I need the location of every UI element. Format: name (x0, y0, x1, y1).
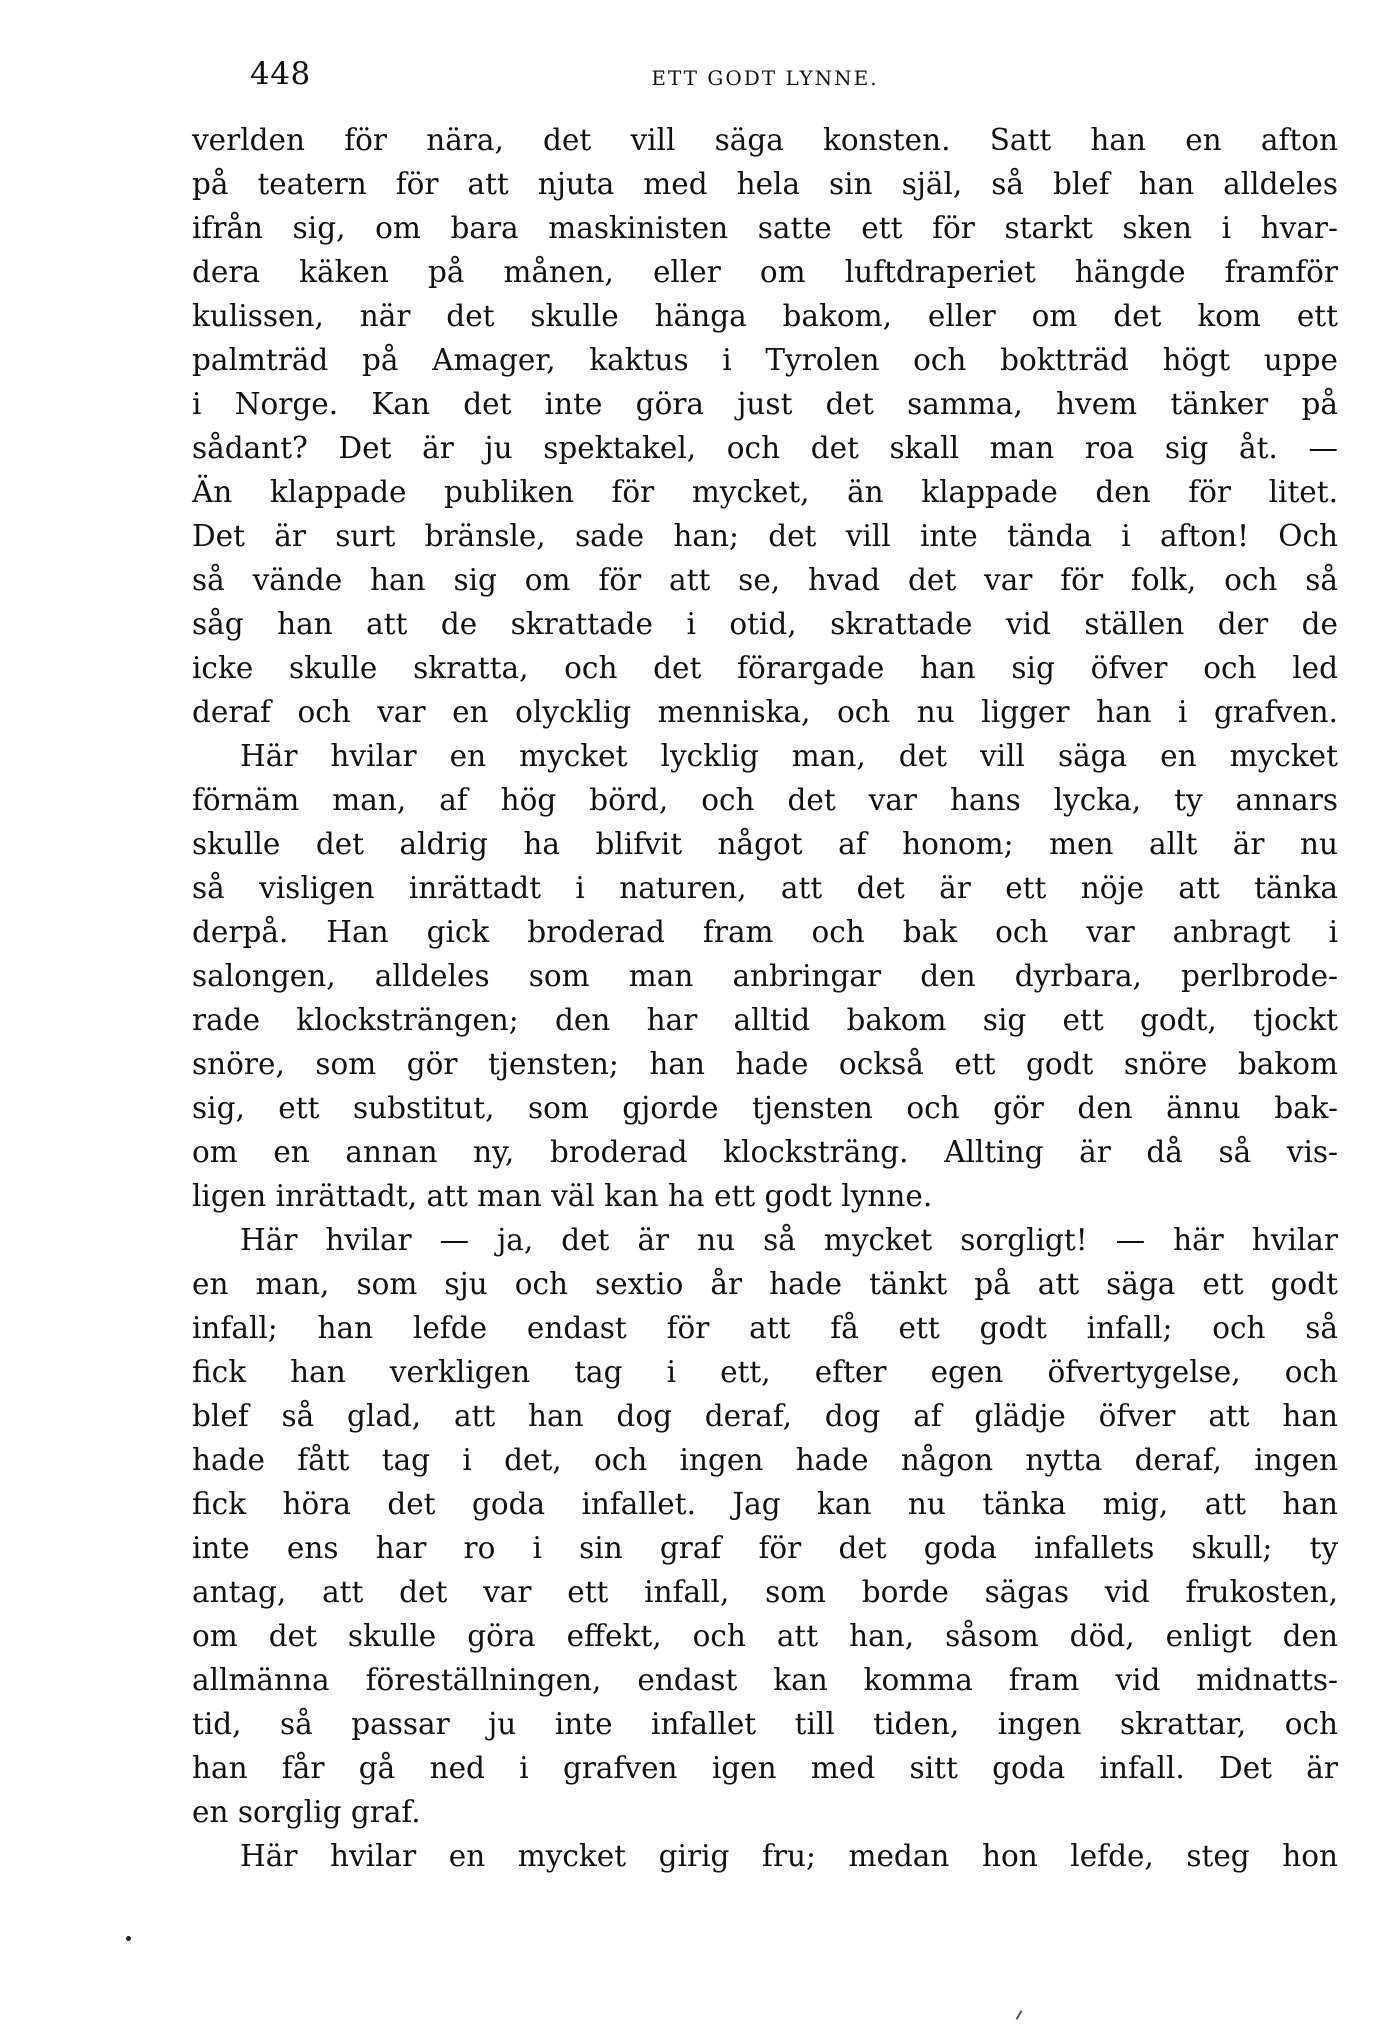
text-line: inte ens har ro i sin graf för det goda infallets skull; ty (192, 1531, 1338, 1565)
body-text (192, 118, 1338, 1878)
text-line: palmträd på Amager, kaktus i Tyrolen och boktträd högt uppe (192, 343, 1338, 377)
text-line: derpå. Han gick broderad fram och bak och var anbragt i (192, 915, 1338, 949)
text-line: förnäm man, af hög börd, och det var hans lycka, ty annars (192, 783, 1338, 817)
text-line: han får gå ned i grafven igen med sitt goda infall. Det är (192, 1751, 1338, 1785)
text-line: infall; han lefde endast för att få ett godt infall; och så (192, 1311, 1338, 1345)
text-line: rade klocksträngen; den har alltid bakom sig ett godt, tjockt (192, 1003, 1338, 1037)
text-line: på teatern för att njuta med hela sin själ, så blef han alldeles (192, 167, 1338, 201)
print-speck (126, 1936, 131, 1941)
text-line: blef så glad, att han dog deraf, dog af glädje öfver att han (192, 1399, 1338, 1433)
text-line: salongen, alldeles som man anbringar den dyrbara, perlbrode- (192, 959, 1338, 993)
text-line: skulle det aldrig ha blifvit något af honom; men allt är nu (192, 827, 1338, 861)
text-line: sig, ett substitut, som gjorde tjensten och gör den ännu bak- (192, 1091, 1338, 1125)
text-line: en man, som sju och sextio år hade tänkt på att säga ett godt (192, 1267, 1338, 1301)
text-line: så visligen inrättadt i naturen, att det är ett nöje att tänka (192, 871, 1338, 905)
text-line: fick han verkligen tag i ett, efter egen öfvertygelse, och (192, 1355, 1338, 1389)
text-line: sådant? Det är ju spektakel, och det skall man roa sig åt. — (192, 431, 1338, 465)
text-line: Det är surt bränsle, sade han; det vill inte tända i afton! Och (192, 519, 1338, 553)
text-line: icke skulle skratta, och det förargade han sig öfver och led (192, 651, 1338, 685)
text-line: verlden för nära, det vill säga konsten. Satt han en afton (192, 123, 1338, 157)
text-line: fick höra det goda infallet. Jag kan nu tänka mig, att han (192, 1487, 1338, 1521)
text-line: såg han att de skrattade i otid, skrattade vid ställen der de (192, 607, 1338, 641)
text-line: deraf och var en olycklig menniska, och nu ligger han i grafven. (192, 695, 1338, 729)
text-line: om en annan ny, broderad klocksträng. Allting är då så vis- (192, 1135, 1338, 1169)
paragraph-last-line: en sorglig graf. (192, 1795, 421, 1829)
text-line: hade fått tag i det, och ingen hade någon nytta deraf, ingen (192, 1443, 1338, 1477)
text-line: dera käken på månen, eller om luftdraperiet hängde framför (192, 255, 1338, 289)
text-line: snöre, som gör tjensten; han hade också ett godt snöre bakom (192, 1047, 1338, 1081)
text-line: ifrån sig, om bara maskinisten satte ett för starkt sken i hvar- (192, 211, 1338, 245)
text-line: om det skulle göra effekt, och att han, såsom död, enligt den (192, 1619, 1338, 1653)
print-mark (1016, 2010, 1023, 2020)
paragraph-first-line: Här hvilar — ja, det är nu så mycket sorgligt! — här hvilar (240, 1223, 1338, 1257)
text-line: tid, så passar ju inte infallet till tiden, ingen skrattar, och (192, 1707, 1338, 1741)
text-line: så vände han sig om för att se, hvad det var för folk, och så (192, 563, 1338, 597)
paragraph-last-line: ligen inrättadt, att man väl kan ha ett godt lynne. (192, 1179, 933, 1213)
running-head: ETT GODT LYNNE. (651, 66, 879, 90)
paragraph-first-line: Här hvilar en mycket girig fru; medan hon lefde, steg hon (240, 1839, 1338, 1873)
page-number: 448 (250, 56, 311, 92)
text-line: allmänna föreställningen, endast kan komma fram vid midnatts- (192, 1663, 1338, 1697)
text-line: kulissen, när det skulle hänga bakom, eller om det kom ett (192, 299, 1338, 333)
paragraph-first-line: Här hvilar en mycket lycklig man, det vill säga en mycket (240, 739, 1338, 773)
text-line: antag, att det var ett infall, som borde sägas vid frukosten, (192, 1575, 1338, 1609)
text-line: i Norge. Kan det inte göra just det samma, hvem tänker på (192, 387, 1338, 421)
page-header (192, 56, 1338, 100)
text-line: Än klappade publiken för mycket, än klappade den för litet. (192, 475, 1338, 509)
